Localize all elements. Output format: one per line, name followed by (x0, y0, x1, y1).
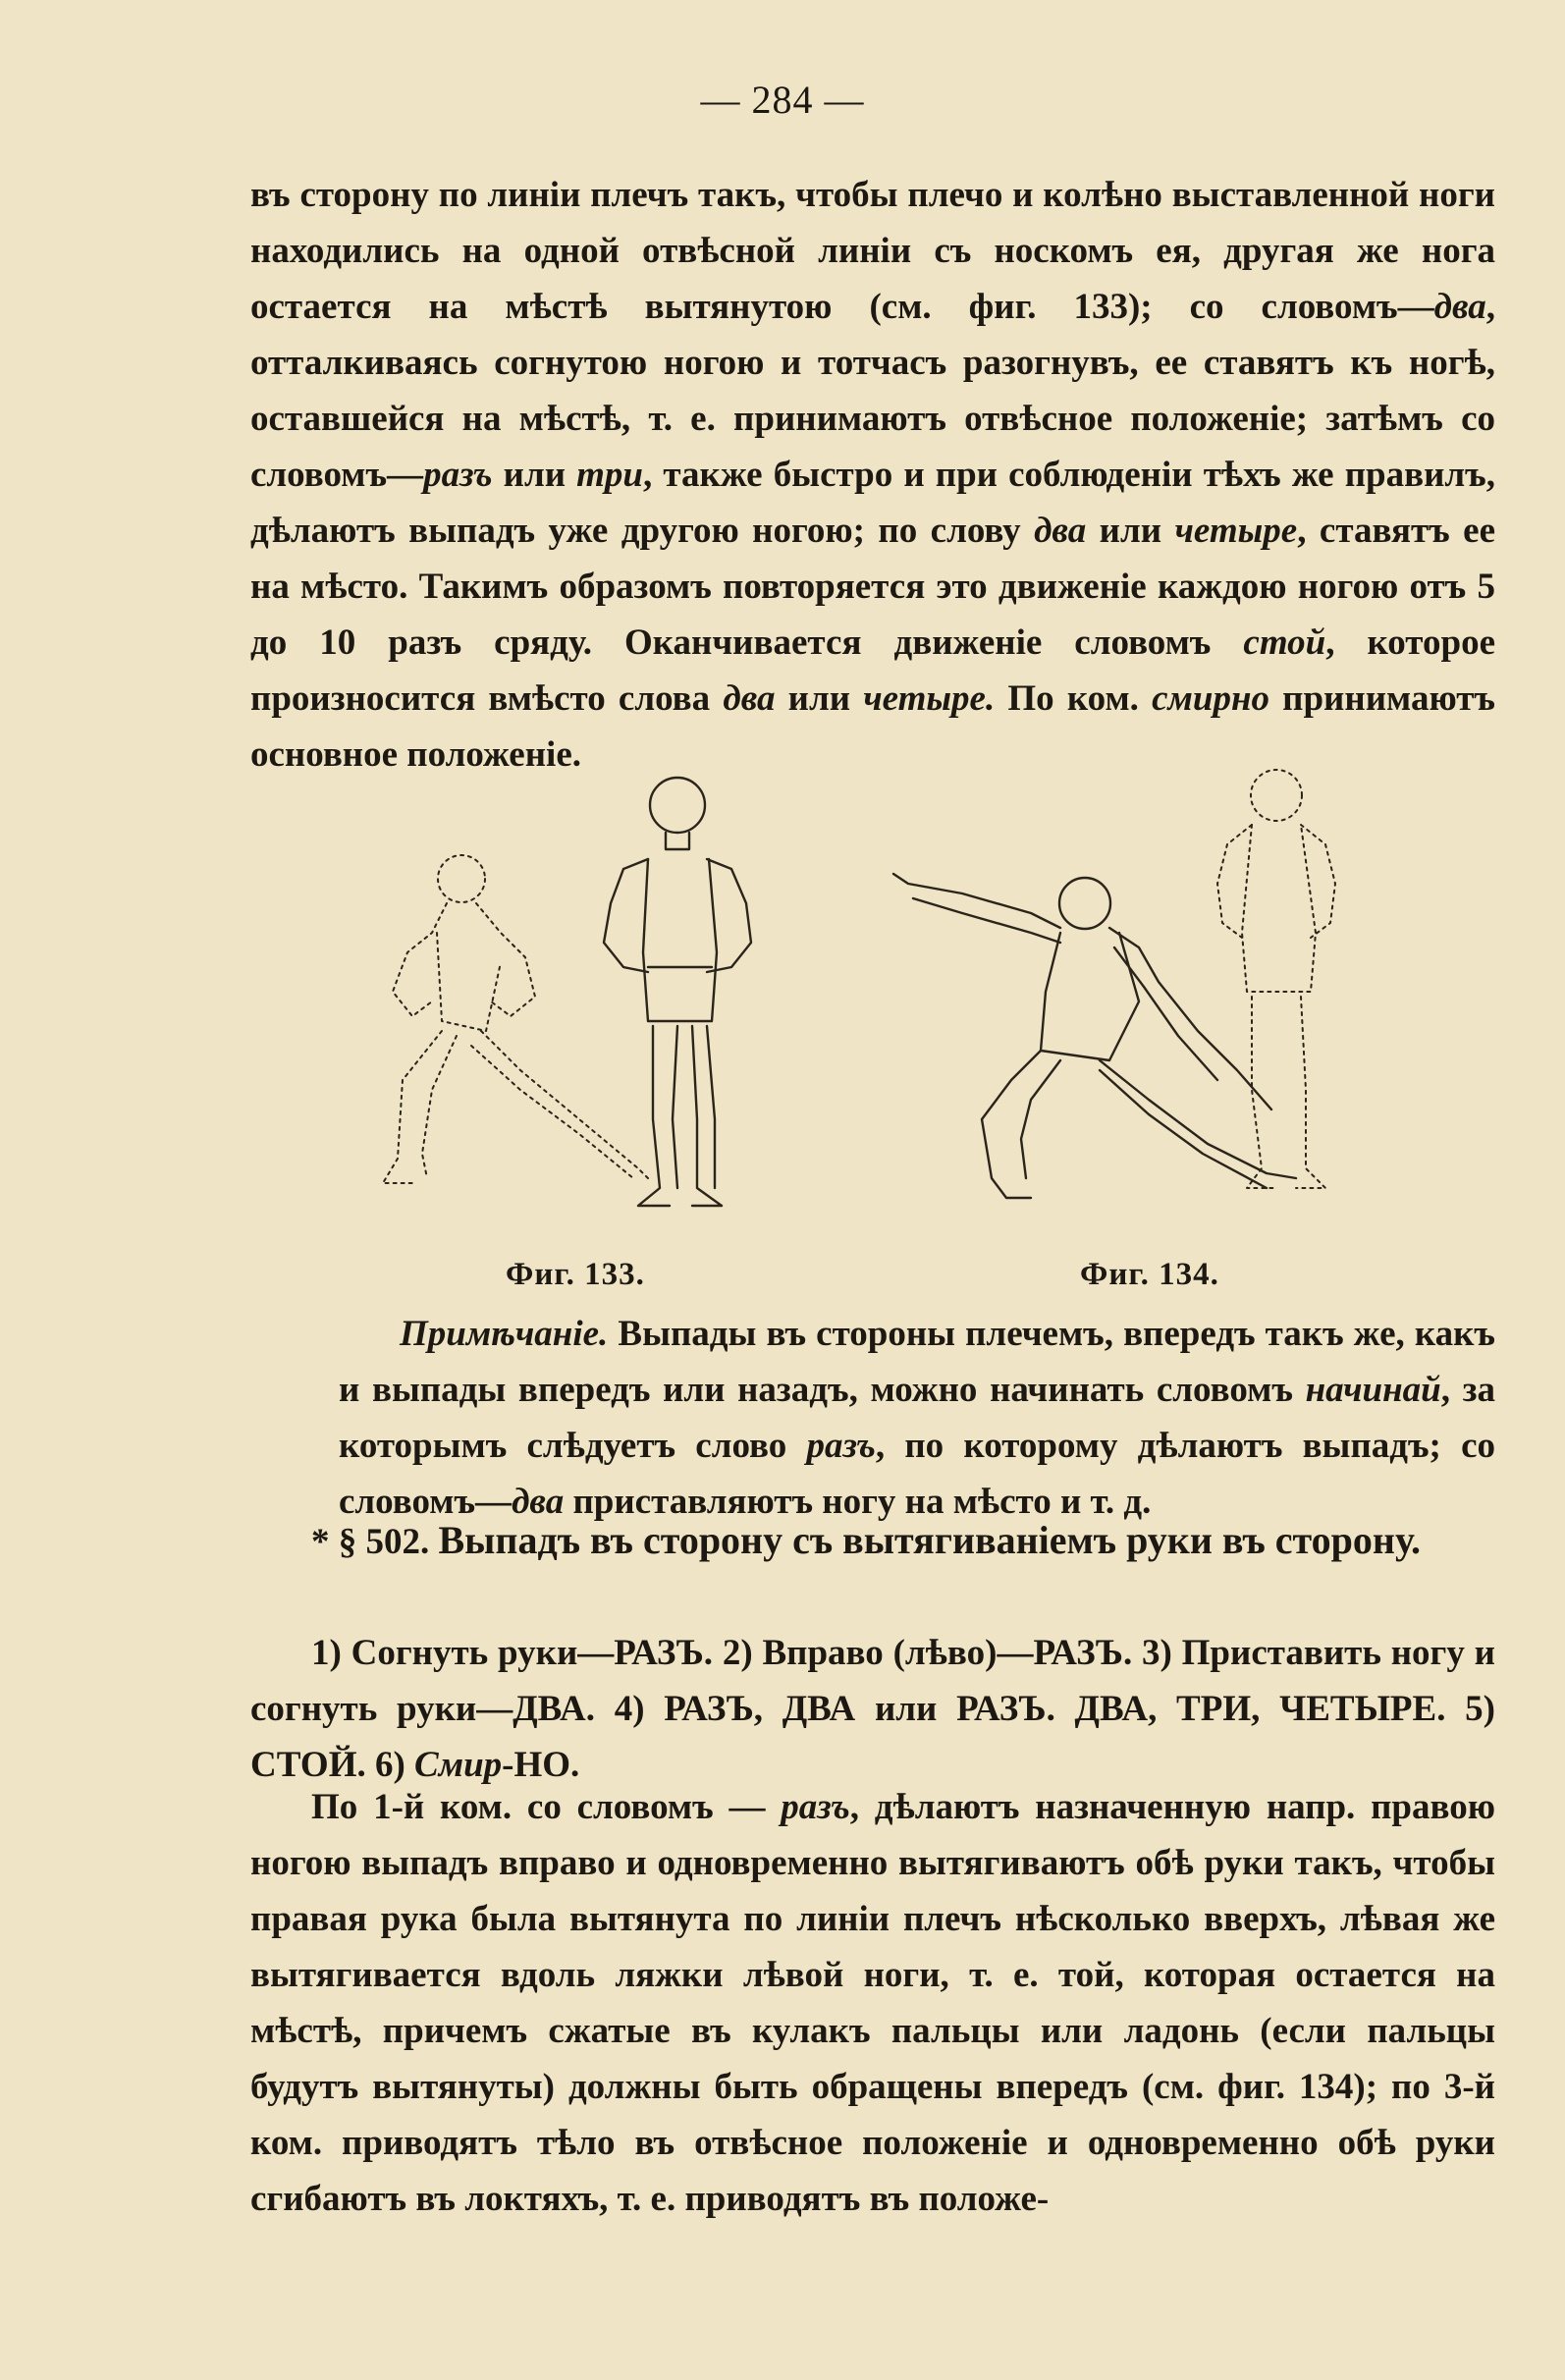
italic-word: смирно (1152, 678, 1269, 719)
commands-paragraph (250, 1625, 1495, 1793)
figure-134-lunge (893, 874, 1296, 1198)
text: или (775, 678, 864, 719)
italic-word: три (576, 455, 644, 495)
page-number: — 284 — (700, 78, 865, 122)
text: По ком. (995, 678, 1153, 719)
italic-word: два (512, 1482, 565, 1522)
italic-word: Смир (414, 1745, 503, 1785)
text: По 1-й ком. со словомъ — (311, 1787, 782, 1827)
italic-word: разъ (423, 455, 493, 495)
text: , отталкиваясь согнутою ногою и тотчасъ разогнувъ, ее ставятъ къ ногѣ, оставшейся на мѣстѣ, т. е. принимаютъ отвѣсное положеніе; затѣмъ со словомъ— (250, 287, 1495, 495)
text: Выпады въ стороны плечемъ, впередъ такъ же, какъ и выпады впередъ или назадъ, можно начинать словомъ (339, 1314, 1495, 1410)
text: , также быстро и при соблюденіи тѣхъ же правилъ, дѣлаютъ выпадъ уже другою ногою; по слову (250, 455, 1496, 551)
figure-134-caption: Фиг. 134. (1080, 1257, 1219, 1292)
figure-133-standing (604, 778, 751, 1206)
italic-word: четыре (1174, 511, 1298, 551)
text: или (492, 455, 577, 495)
text: , ставятъ ее на мѣсто. Такимъ образомъ повторяется это движеніе каждою ногою отъ 5 до 10 разъ сряду. Оканчивается движеніе словомъ (250, 511, 1496, 663)
italic-word: начинай (1305, 1370, 1441, 1410)
text: принимаютъ основное положеніе. (250, 678, 1495, 775)
italic-word: разъ (806, 1426, 876, 1466)
paragraph-1 (250, 167, 1495, 783)
text: приставляютъ ногу на мѣсто и т. д. (564, 1482, 1152, 1522)
section-heading (250, 1512, 1495, 1570)
italic-word: четыре. (863, 678, 996, 719)
text: -НО. (502, 1745, 580, 1785)
text: , по которому дѣлаютъ выпадъ; со словомъ— (339, 1426, 1495, 1522)
italic-word: разъ (781, 1787, 850, 1827)
note-paragraph (339, 1306, 1495, 1530)
text: 1) Согнуть руки—РАЗЪ. 2) Вправо (лѣво)—РАЗЪ. 3) Приставить ногу и согнуть руки—ДВА. 4) РАЗЪ, ДВА или РАЗЪ. ДВА, ТРИ, ЧЕТЫРЕ. 5) СТОЙ. 6) (250, 1633, 1495, 1785)
text: , которое произносится вмѣсто слова (250, 622, 1495, 719)
text: , за которымъ слѣдуетъ слово (339, 1370, 1496, 1466)
section-title: Выпадъ въ сторону съ вытягиваніемъ руки въ сторону. (438, 1518, 1421, 1562)
figure-133-lunge-dotted (383, 855, 648, 1183)
italic-word: два (1034, 511, 1087, 551)
text: въ сторону по линіи плечъ такъ, чтобы плечо и колѣно выставленной ноги находились на одной отвѣсной линіи съ носкомъ ея, другая же нога остается на мѣстѣ вытянутою (см. фиг. 133); со словомъ— (250, 175, 1495, 327)
italic-word: два (723, 678, 776, 719)
text: или (1086, 511, 1175, 551)
italic-word: стой (1243, 622, 1326, 663)
figure-illustrations (353, 766, 1394, 1237)
text: , дѣлаютъ назначенную напр. правою ногою выпадъ вправо и одновременно вытягиваютъ обѣ руки такъ, чтобы правая рука была вытянута по линіи плечъ нѣсколько вверхъ, лѣвая же вытягивается вдоль ляжки лѣвой ноги, т. е. той, которая остается на мѣстѣ, причемъ сжатые въ кулакъ пальцы или ладонь (если пальцы будутъ вытянуты) должны быть обращены впередъ (см. фиг. 134); по 3-й ком. приводятъ тѣло въ отвѣсное положеніе и одновременно обѣ руки сгибаютъ въ локтяхъ, т. е. приводятъ въ положе- (250, 1787, 1495, 2219)
section-number: § 502. (338, 1522, 430, 1562)
section-star: * (311, 1522, 330, 1562)
note-label: Примѣчаніе. (400, 1314, 609, 1354)
figure-134-standing-dotted (1217, 770, 1335, 1188)
figure-133-caption: Фиг. 133. (506, 1257, 645, 1292)
italic-word: два (1433, 287, 1486, 327)
paragraph-3 (250, 1779, 1495, 2227)
